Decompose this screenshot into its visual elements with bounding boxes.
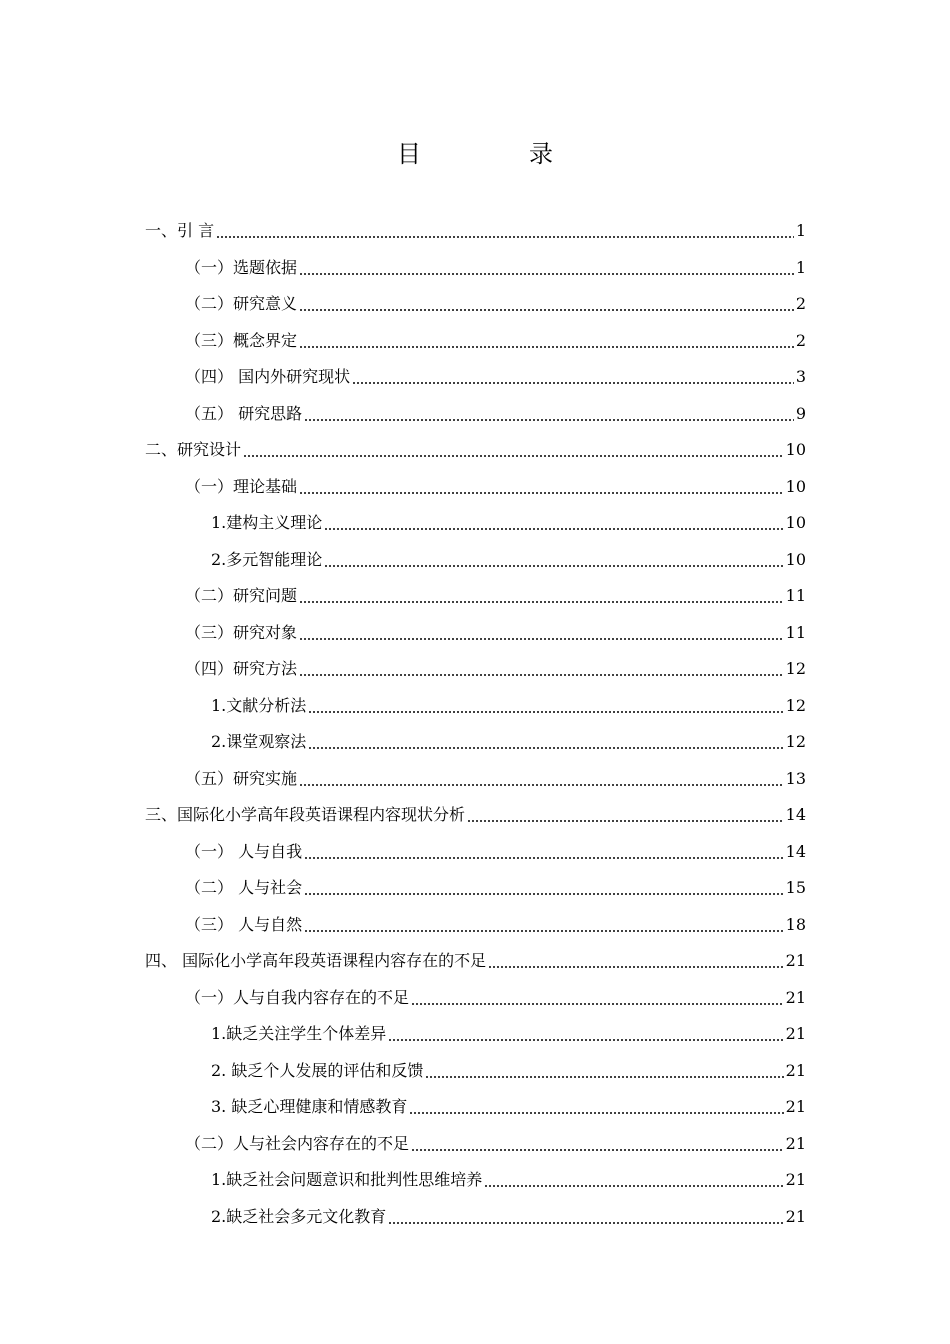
toc-entry[interactable] xyxy=(185,359,806,395)
dot-leader xyxy=(352,382,794,384)
toc-entry-page: 11 xyxy=(785,622,806,642)
toc-entry-text: 3. 缺乏心理健康和情感教育 xyxy=(211,1097,408,1116)
dot-leader xyxy=(299,601,784,603)
dot-leader xyxy=(411,1003,784,1005)
toc-entry[interactable] xyxy=(211,505,806,541)
toc-entry[interactable] xyxy=(185,469,806,505)
toc-entry-page: 21 xyxy=(785,951,806,970)
toc-entry-text: （三）概念界定 xyxy=(185,330,298,350)
toc-entry-text: （一）理论基础 xyxy=(185,476,298,496)
toc-entry-text: 一、引 言 xyxy=(145,221,215,240)
toc-entry-page: 10 xyxy=(785,440,806,459)
toc-entry-text: （二） 人与社会 xyxy=(185,878,303,897)
toc-entry-page: 21 xyxy=(785,1024,806,1043)
dot-leader xyxy=(304,930,784,932)
dot-leader xyxy=(488,966,784,968)
toc-entry[interactable] xyxy=(185,286,806,322)
toc-entry-text: （四）研究方法 xyxy=(185,659,298,678)
toc-entry-page: 18 xyxy=(785,914,806,934)
toc-entry-page: 12 xyxy=(785,695,806,715)
dot-leader xyxy=(409,1112,783,1114)
dot-leader xyxy=(299,492,784,494)
toc-entry-text: （一）选题依据 xyxy=(185,257,298,277)
toc-entry-text: （四） 国内外研究现状 xyxy=(185,367,351,386)
toc-entry-text: （五） 研究思路 xyxy=(185,403,303,423)
dot-leader xyxy=(411,1149,784,1151)
toc-entry[interactable] xyxy=(211,1199,806,1235)
toc-entry-text: （二）研究意义 xyxy=(185,294,298,313)
dot-leader xyxy=(299,309,794,311)
dot-leader xyxy=(484,1185,783,1187)
dot-leader xyxy=(388,1039,783,1041)
dot-leader xyxy=(324,528,783,530)
toc-entry-text: 1.缺乏关注学生个体差异 xyxy=(211,1024,387,1043)
toc-title: 目 录 xyxy=(397,140,595,168)
dot-leader xyxy=(467,820,784,822)
toc-entry-page: 21 xyxy=(785,1170,806,1189)
dot-leader xyxy=(304,419,794,421)
toc-entry-text: 2. 缺乏个人发展的评估和反馈 xyxy=(211,1060,424,1080)
toc-entry[interactable] xyxy=(145,213,806,249)
toc-entry-text: 2.缺乏社会多元文化教育 xyxy=(211,1206,387,1226)
dot-leader xyxy=(299,638,784,640)
toc-entry-text: （二）人与社会内容存在的不足 xyxy=(185,1133,410,1153)
dot-leader xyxy=(299,674,784,676)
toc-entry-page: 21 xyxy=(785,1206,806,1226)
toc-entry-text: （三）研究对象 xyxy=(185,622,298,642)
dot-leader xyxy=(308,747,783,749)
toc-entry[interactable] xyxy=(211,724,806,760)
dot-leader xyxy=(299,784,784,786)
toc-entry-page: 3 xyxy=(795,367,806,386)
dot-leader xyxy=(216,236,794,238)
toc-entry-page: 10 xyxy=(785,513,806,532)
toc-entry-text: （三） 人与自然 xyxy=(185,914,303,934)
toc-entry[interactable] xyxy=(185,323,806,359)
toc-entry[interactable] xyxy=(185,1126,806,1162)
toc-entry-text: 三、国际化小学高年段英语课程内容现状分析 xyxy=(145,805,466,824)
toc-entry-page: 14 xyxy=(785,841,806,861)
dot-leader xyxy=(299,346,794,348)
dot-leader xyxy=(243,455,784,457)
toc-entry-page: 2 xyxy=(795,294,806,313)
toc-entry[interactable] xyxy=(185,761,806,797)
toc-entry[interactable] xyxy=(145,797,806,833)
toc-entry[interactable] xyxy=(185,396,806,432)
toc-entry[interactable] xyxy=(185,907,806,943)
toc-entry-text: 1.建构主义理论 xyxy=(211,513,323,532)
toc-entry[interactable] xyxy=(145,432,806,468)
toc-entry-page: 13 xyxy=(785,768,806,788)
toc-entry-page: 10 xyxy=(785,476,806,496)
toc-entry-page: 11 xyxy=(785,586,806,605)
dot-leader xyxy=(299,273,794,275)
dot-leader xyxy=(388,1222,783,1224)
toc-entry[interactable] xyxy=(185,578,806,614)
toc-entry-page: 2 xyxy=(795,330,806,350)
toc-entry-text: 2.多元智能理论 xyxy=(211,549,323,569)
toc-entry-text: （一）人与自我内容存在的不足 xyxy=(185,987,410,1007)
toc-entry-page: 10 xyxy=(785,549,806,569)
toc-entry[interactable] xyxy=(185,834,806,870)
toc-entry[interactable] xyxy=(185,250,806,286)
toc-entry-page: 21 xyxy=(785,1060,806,1080)
toc-entry-page: 1 xyxy=(795,257,806,277)
toc-entry[interactable] xyxy=(211,1089,806,1125)
toc-entry[interactable] xyxy=(211,1162,806,1198)
toc-entry-text: （五）研究实施 xyxy=(185,768,298,788)
toc-entry-text: 二、研究设计 xyxy=(145,440,242,459)
toc-entry[interactable] xyxy=(185,615,806,651)
toc-entry-text: （二）研究问题 xyxy=(185,586,298,605)
dot-leader xyxy=(308,711,783,713)
toc-entry-text: 1.缺乏社会问题意识和批判性思维培养 xyxy=(211,1170,483,1189)
toc-entry[interactable] xyxy=(211,1053,806,1089)
dot-leader xyxy=(324,565,783,567)
dot-leader xyxy=(425,1076,783,1078)
toc-entry-page: 21 xyxy=(785,1133,806,1153)
toc-entry[interactable] xyxy=(185,870,806,906)
toc-entry-page: 14 xyxy=(785,805,806,824)
toc-entry[interactable] xyxy=(211,688,806,724)
toc-entry-page: 12 xyxy=(785,732,806,751)
toc-entry[interactable] xyxy=(145,943,806,979)
toc-entry-page: 1 xyxy=(795,221,806,240)
toc-entry-page: 21 xyxy=(785,987,806,1007)
toc-entry[interactable] xyxy=(185,651,806,687)
toc-entry-page: 12 xyxy=(785,659,806,678)
toc-entry-page: 15 xyxy=(785,878,806,897)
dot-leader xyxy=(304,857,784,859)
toc-entry-text: 2.课堂观察法 xyxy=(211,732,307,751)
toc-entry[interactable] xyxy=(185,980,806,1016)
toc-entry-page: 21 xyxy=(785,1097,806,1116)
toc-entry-text: （一） 人与自我 xyxy=(185,841,303,861)
toc-entry[interactable] xyxy=(211,1016,806,1052)
toc-entry[interactable] xyxy=(211,542,806,578)
dot-leader xyxy=(304,893,784,895)
toc-entry-text: 1.文献分析法 xyxy=(211,695,307,715)
toc-entry-text: 四、 国际化小学高年段英语课程内容存在的不足 xyxy=(145,951,487,970)
toc-entry-page: 9 xyxy=(795,403,806,423)
